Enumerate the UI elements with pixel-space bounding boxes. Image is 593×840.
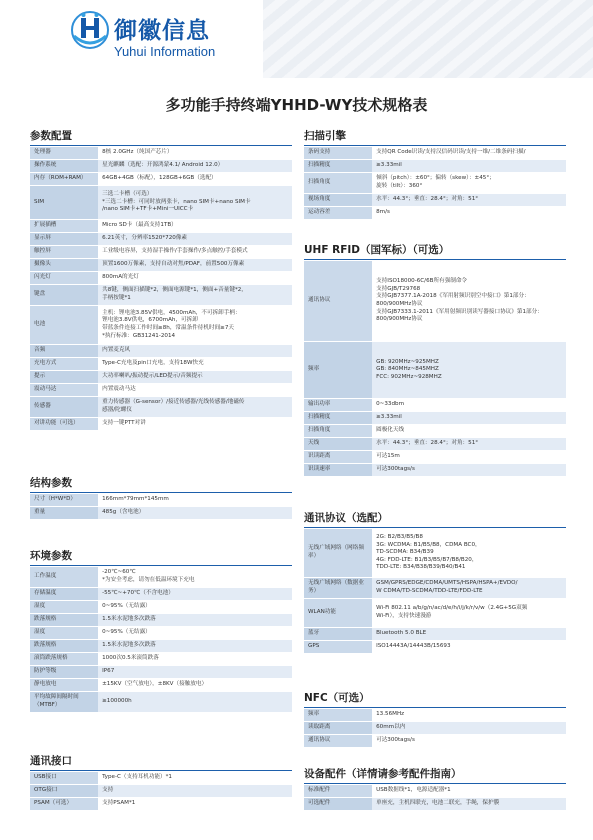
- spec-key: 防护等级: [30, 666, 98, 678]
- spec-key: 通讯协议: [304, 735, 372, 747]
- spec-table: [304, 260, 566, 477]
- spec-value-line: -20℃~60℃: [102, 569, 136, 576]
- spec-key: 天线: [304, 438, 372, 450]
- spec-value-line: Micro SD卡（最高支持1TB）: [102, 222, 177, 229]
- spec-value-line: ISO14443A/14443B/15693: [376, 643, 451, 650]
- spec-value: [98, 798, 292, 810]
- table-row: [304, 798, 566, 810]
- table-row: [304, 342, 566, 398]
- spec-table: [30, 771, 292, 811]
- table-row: [304, 785, 566, 797]
- spec-value-line: *三选二卡槽：可同时放两张卡，nano SIM卡+nano SIM卡: [102, 198, 251, 205]
- spec-value-line: 800mA的光灯: [102, 274, 139, 281]
- spec-value-line: 旋转（tilt）：360°: [376, 183, 423, 189]
- section-scan-engine: [304, 128, 566, 220]
- spec-key: GPS: [304, 641, 372, 653]
- section-title: NFC（可选）: [304, 692, 370, 704]
- table-row: [30, 246, 292, 258]
- brand-name-cn: 御徽信息: [114, 18, 210, 44]
- spec-key: 识读速率: [304, 464, 372, 476]
- spec-value: [372, 438, 566, 450]
- table-row: [30, 798, 292, 810]
- spec-value: [372, 399, 566, 411]
- table-row: [30, 418, 292, 430]
- spec-key: 内存（ROM+RAM）: [30, 173, 98, 185]
- spec-value: [98, 186, 292, 219]
- spec-value: [98, 785, 292, 797]
- spec-value-line: 内置震动马达: [102, 386, 136, 393]
- spec-value: [98, 246, 292, 258]
- spec-value-line: 工业级电容屏，支持湿手操作/手套操作/多点触控/手套模式: [102, 248, 248, 255]
- table-row: [30, 614, 292, 626]
- spec-key: 扫描精度: [304, 412, 372, 424]
- spec-key: PSAM（可选）: [30, 798, 98, 810]
- spec-key: 电池: [30, 306, 98, 344]
- spec-key: 对讲功能（可选）: [30, 418, 98, 430]
- table-row: [304, 735, 566, 747]
- spec-key: 触控屏: [30, 246, 98, 258]
- spec-value: [372, 785, 566, 797]
- table-row: [304, 464, 566, 476]
- table-row: [304, 160, 566, 172]
- table-row: [30, 640, 292, 652]
- spec-key: 可选配件: [304, 798, 372, 810]
- spec-value: [372, 160, 566, 172]
- document-title: 多功能手持终端YHHD-WY技术规格表: [165, 96, 428, 114]
- table-row: [304, 147, 566, 159]
- section-title: 参数配置: [30, 130, 72, 142]
- spec-key: 湿度: [30, 601, 98, 613]
- spec-value-line: 支持: [102, 787, 114, 794]
- spec-value: [372, 578, 566, 598]
- spec-key: 传感器: [30, 397, 98, 417]
- spec-value: [372, 709, 566, 721]
- spec-value-line: *为安全考虑，请勿在低温环境下充电: [102, 577, 195, 583]
- spec-value-line: GSM/GPRS/EDGE/CDMA/UMTS/HSPA/HSPA+/EVDO/: [376, 580, 518, 587]
- spec-value-line: 3G: WCDMA: B1/B5/B8，CDMA BC0，: [376, 541, 481, 548]
- table-row: [30, 785, 292, 797]
- spec-key: 显示屏: [30, 233, 98, 245]
- spec-value-line: FCC: 902MHz~928MHZ: [376, 373, 442, 380]
- spec-value: [372, 529, 566, 577]
- table-row: [30, 220, 292, 232]
- spec-key: 跌落规格: [30, 640, 98, 652]
- spec-value: [98, 640, 292, 652]
- spec-key: 条码支持: [304, 147, 372, 159]
- spec-value-line: 顶置1600万像素，支持自动对焦/PDAF，前置500万像素: [102, 261, 245, 268]
- spec-key: 跌落规格: [30, 614, 98, 626]
- table-row: [304, 412, 566, 424]
- spec-key: 操作系统: [30, 160, 98, 172]
- spec-key: 提示: [30, 371, 98, 383]
- spec-table: [304, 146, 566, 220]
- spec-value-line: 支持一键PTT对讲: [102, 420, 146, 427]
- spec-value-line: 可达300tags/s: [376, 737, 415, 744]
- spec-value-line: 共8键，侧面扫描键*2，侧面电源键*1，侧面+音量键*2，: [102, 287, 247, 294]
- spec-table: [304, 528, 566, 654]
- spec-value: [372, 641, 566, 653]
- spec-value-line: ≥3.33mil: [376, 414, 402, 421]
- spec-key: 静电放电: [30, 679, 98, 691]
- section-accessories: [304, 766, 566, 811]
- table-row: [304, 451, 566, 463]
- section-comm-protocol: [304, 510, 566, 654]
- spec-value-line: 1000次0.5米滚筒跌落: [102, 655, 159, 662]
- spec-value-line: 64GB+4GB（标配），128GB+6GB（选配）: [102, 175, 217, 182]
- table-row: [304, 529, 566, 577]
- spec-value-line: 水平：44.3°；垂直：28.4°；对角：51°: [376, 196, 479, 203]
- table-row: [30, 666, 292, 678]
- table-row: [30, 259, 292, 271]
- spec-key: 湿度: [30, 627, 98, 639]
- table-row: [30, 285, 292, 305]
- spec-value: [98, 614, 292, 626]
- table-row: [30, 692, 292, 712]
- spec-value-line: 0~33dbm: [376, 401, 405, 408]
- spec-key: 扫描角度: [304, 173, 372, 193]
- spec-value: [372, 194, 566, 206]
- section-structure: [30, 475, 292, 520]
- spec-key: 视场角度: [304, 194, 372, 206]
- table-row: [304, 261, 566, 341]
- header: [0, 0, 593, 82]
- spec-key: 无线广域网络（数据业务）: [304, 578, 372, 598]
- spec-key: WLAN功能: [304, 599, 372, 627]
- section-interfaces: [30, 753, 292, 811]
- table-row: [30, 186, 292, 219]
- table-row: [30, 147, 292, 159]
- table-row: [304, 641, 566, 653]
- spec-value-line: Bluetooth 5.0 BLE: [376, 630, 427, 637]
- table-row: [30, 397, 292, 417]
- spec-value-line: *执行标准：GB31241-2014: [102, 332, 176, 339]
- spec-value: [372, 451, 566, 463]
- spec-value: [98, 220, 292, 232]
- spec-value: [98, 147, 292, 159]
- spec-value-line: 485g（含电池）: [102, 509, 145, 516]
- spec-value: [98, 666, 292, 678]
- spec-key: 尺寸（H*W*D）: [30, 494, 98, 506]
- table-row: [304, 399, 566, 411]
- table-row: [30, 384, 292, 396]
- spec-value-line: 手柄按键*1: [102, 295, 131, 301]
- spec-key: 扫描精度: [304, 160, 372, 172]
- spec-value-line: 水平：44.3°；垂直：28.4°；对角：51°: [376, 440, 479, 447]
- spec-value: [98, 371, 292, 383]
- spec-key: 充电方式: [30, 358, 98, 370]
- spec-key: 标准配件: [304, 785, 372, 797]
- spec-value-line: 4G: FDD-LTE: B1/B3/B5/B7/B8/B20，: [376, 556, 478, 563]
- spec-key: 重量: [30, 507, 98, 519]
- spec-table: [30, 146, 292, 431]
- spec-value-line: 支持GJB7377.1A-2018《军用射频识别空中接口》第1部分：800/900MHz协议: [376, 293, 530, 307]
- spec-value-line: 6.21英寸，分辨率1520*720像素: [102, 235, 188, 242]
- table-row: [30, 567, 292, 587]
- spec-value: [98, 173, 292, 185]
- spec-value: [98, 259, 292, 271]
- spec-value-line: IP67: [102, 668, 115, 675]
- spec-value-line: 0~95%（无结露）: [102, 603, 151, 610]
- spec-key: 工作温度: [30, 567, 98, 587]
- table-row: [30, 173, 292, 185]
- spec-value-line: 8核 2.0GHz（纯国产芯片）: [102, 149, 173, 156]
- spec-value: [98, 588, 292, 600]
- table-row: [30, 679, 292, 691]
- spec-value-line: 大功率喇叭/振动提示/LED提示/音频提示: [102, 373, 203, 380]
- spec-value: [98, 772, 292, 784]
- spec-key: 扫描角度: [304, 425, 372, 437]
- spec-value: [372, 798, 566, 810]
- spec-value: [98, 507, 292, 519]
- spec-table: [30, 566, 292, 713]
- table-row: [30, 306, 292, 344]
- spec-value-line: 13.56MHz: [376, 711, 405, 718]
- table-row: [30, 345, 292, 357]
- section-params: [30, 128, 292, 431]
- section-title: UHF RFID（国军标）（可选）: [304, 244, 450, 256]
- spec-value-line: 1.5米水泥地多次跌落: [102, 642, 156, 649]
- table-row: [304, 599, 566, 627]
- spec-table: [30, 493, 292, 520]
- table-row: [304, 173, 566, 193]
- spec-value: [98, 679, 292, 691]
- spec-key: 频率: [304, 709, 372, 721]
- spec-value-line: 圆极化天线: [376, 427, 405, 434]
- spec-key: 摄像头: [30, 259, 98, 271]
- spec-value-line: TDD-LTE: B34/B38/B39/B40/B41: [376, 564, 466, 571]
- table-row: [30, 507, 292, 519]
- table-row: [30, 588, 292, 600]
- spec-value-line: 单座充，主机四联充，电池二联充，手绳，保护膜: [376, 800, 500, 807]
- spec-value-line: ≥100000h: [102, 698, 132, 705]
- spec-value: [372, 173, 566, 193]
- section-title: 扫描引擎: [304, 130, 346, 142]
- spec-key: 存储温度: [30, 588, 98, 600]
- table-row: [304, 425, 566, 437]
- section-title: 结构参数: [30, 477, 72, 489]
- section-title: 设备配件（详情请参考配件指南）: [304, 768, 462, 780]
- spec-value: [372, 412, 566, 424]
- spec-key: 识读距离: [304, 451, 372, 463]
- spec-value-line: 内置麦克风: [102, 347, 131, 354]
- spec-value: [98, 494, 292, 506]
- spec-value-line: 支持GJB7333.1-2011《军用射频识别读写器接口协议》第1部分：800/900MHz协议: [376, 308, 543, 323]
- spec-value-line: 主机：锂电池3.85V供电，4500mAh，不可拆卸手柄：: [102, 309, 241, 316]
- spec-value: [98, 306, 292, 344]
- spec-value-line: 60mm以内: [376, 724, 406, 731]
- spec-value-line: GB: 840MHz~845MHZ: [376, 366, 439, 373]
- company-logo-icon: [68, 10, 112, 50]
- spec-value: [98, 358, 292, 370]
- spec-value: [372, 464, 566, 476]
- spec-key: 扩展插槽: [30, 220, 98, 232]
- table-row: [30, 233, 292, 245]
- table-row: [304, 207, 566, 219]
- spec-value-line: 166mm*79mm*145mm: [102, 496, 169, 503]
- table-row: [30, 272, 292, 284]
- spec-key: 通讯协议: [304, 261, 372, 341]
- spec-value: [98, 285, 292, 305]
- section-title: 通讯接口: [30, 755, 72, 767]
- spec-value-line: 2G: B2/B3/B5/B8: [376, 534, 423, 541]
- section-environment: [30, 548, 292, 713]
- table-row: [304, 194, 566, 206]
- spec-value: [372, 735, 566, 747]
- spec-value-line: ±15KV（空气放电），±8KV（接触放电）: [102, 681, 208, 688]
- spec-value: [372, 147, 566, 159]
- table-row: [304, 709, 566, 721]
- spec-value-line: 支持GJB/T29768: [376, 285, 421, 292]
- spec-key: 滚筒跌落规格: [30, 653, 98, 665]
- spec-table: [304, 708, 566, 748]
- spec-value: [98, 567, 292, 587]
- brand-name-en: Yuhui Information: [114, 44, 216, 59]
- table-row: [30, 653, 292, 665]
- table-row: [30, 601, 292, 613]
- spec-value-line: 锂电池3.8V供电，6700mAh，可拆卸: [102, 317, 198, 324]
- spec-value: [98, 653, 292, 665]
- spec-value: [98, 627, 292, 639]
- spec-value-line: 支持PSAM*1: [102, 800, 136, 807]
- spec-value-line: Wi-Fi 802.11 a/b/g/n/ac/d/e/h/i/j/k/r/v/w（2.4G+5G双频: [376, 605, 528, 612]
- spec-value: [372, 261, 566, 341]
- spec-value-line: 星光麒麟（选配：开源鸿蒙4.1/ Android 12.0）: [102, 162, 224, 169]
- table-row: [304, 578, 566, 598]
- spec-value: [98, 418, 292, 430]
- spec-key: 频率: [304, 342, 372, 398]
- spec-value: [98, 272, 292, 284]
- spec-value-line: Wi-Fi），支持快速漫游: [376, 613, 432, 619]
- spec-key: SIM: [30, 186, 98, 219]
- spec-value-line: 可达300tags/s: [376, 466, 415, 473]
- table-row: [30, 627, 292, 639]
- spec-value-line: Type-C充电及pin口充电，支持18W快充: [102, 360, 204, 367]
- spec-value-line: 带蓝条件连接工作时间≥8h，常温条件待机时间≥7天: [102, 325, 235, 331]
- spec-value-line: 8m/s: [376, 209, 390, 216]
- spec-key: 键盘: [30, 285, 98, 305]
- section-nfc: [304, 690, 566, 748]
- spec-value-line: 0~95%（无结露）: [102, 629, 151, 636]
- spec-value: [98, 345, 292, 357]
- spec-value: [372, 722, 566, 734]
- spec-value-line: /nano SIM卡+TF卡+Mini一UICC卡: [102, 206, 194, 213]
- spec-value: [98, 601, 292, 613]
- spec-key: 读取距离: [304, 722, 372, 734]
- spec-value-line: 支持ISO18000-6C/6B所有强制命令: [376, 278, 468, 285]
- spec-key: 无线广域网络（网络频率）: [304, 529, 372, 577]
- spec-value-line: ≥3.33mil: [376, 162, 402, 169]
- spec-key: 平均故障间隔时间（MTBF）: [30, 692, 98, 712]
- table-row: [304, 722, 566, 734]
- spec-key: USB接口: [30, 772, 98, 784]
- section-title: 环境参数: [30, 550, 72, 562]
- spec-value: [372, 207, 566, 219]
- spec-value: [372, 425, 566, 437]
- table-row: [30, 772, 292, 784]
- spec-table: [304, 784, 566, 811]
- spec-value: [372, 599, 566, 627]
- spec-value: [372, 342, 566, 398]
- spec-key: 震动马达: [30, 384, 98, 396]
- spec-value: [98, 397, 292, 417]
- spec-value-line: 1.5米水泥地多次跌落: [102, 616, 156, 623]
- spec-value: [98, 384, 292, 396]
- spec-value-line: Type-C（支持耳机功能）*1: [102, 774, 172, 781]
- table-row: [30, 494, 292, 506]
- spec-key: OTG接口: [30, 785, 98, 797]
- spec-key: 输出功率: [304, 399, 372, 411]
- section-title: 通讯协议（选配）: [304, 512, 388, 524]
- spec-value: [98, 692, 292, 712]
- spec-value-line: 可达15m: [376, 453, 400, 460]
- spec-key: 蓝牙: [304, 628, 372, 640]
- spec-value-line: USB数据线*1，电源适配器*1: [376, 787, 451, 794]
- table-row: [304, 438, 566, 450]
- spec-value-line: 感器/陀螺仪: [102, 407, 132, 413]
- table-row: [30, 358, 292, 370]
- spec-value-line: W CDMA/TD-SCDMA/TDD-LTE/FDD-LTE: [376, 588, 483, 594]
- spec-value-line: 重力传感器（G-sensor）/接近传感器/光线传感器/地磁传: [102, 399, 245, 406]
- spec-value: [98, 233, 292, 245]
- spec-value-line: 倾斜（pitch）：±60°；偏转（skew）：±45°；: [376, 175, 495, 182]
- spec-value: [372, 628, 566, 640]
- section-uhf-rfid: [304, 242, 566, 477]
- table-row: [30, 160, 292, 172]
- spec-value-line: TD-SCDMA: B34/B39: [376, 549, 434, 556]
- spec-value-line: GB: 920MHz~925MHZ: [376, 358, 439, 365]
- header-decoration: [263, 0, 593, 78]
- spec-value-line: -55℃~+70℃（不含电池）: [102, 590, 174, 597]
- table-row: [30, 371, 292, 383]
- table-row: [304, 628, 566, 640]
- spec-value-line: 支持QR Code识读/支持汉信码识读/支持一维/二维条码扫描/: [376, 149, 526, 156]
- spec-key: 运动容差: [304, 207, 372, 219]
- spec-key: 音频: [30, 345, 98, 357]
- spec-key: 闪光灯: [30, 272, 98, 284]
- spec-value: [98, 160, 292, 172]
- spec-value-line: 三选二卡槽（可选）: [102, 191, 153, 198]
- spec-key: 处理器: [30, 147, 98, 159]
